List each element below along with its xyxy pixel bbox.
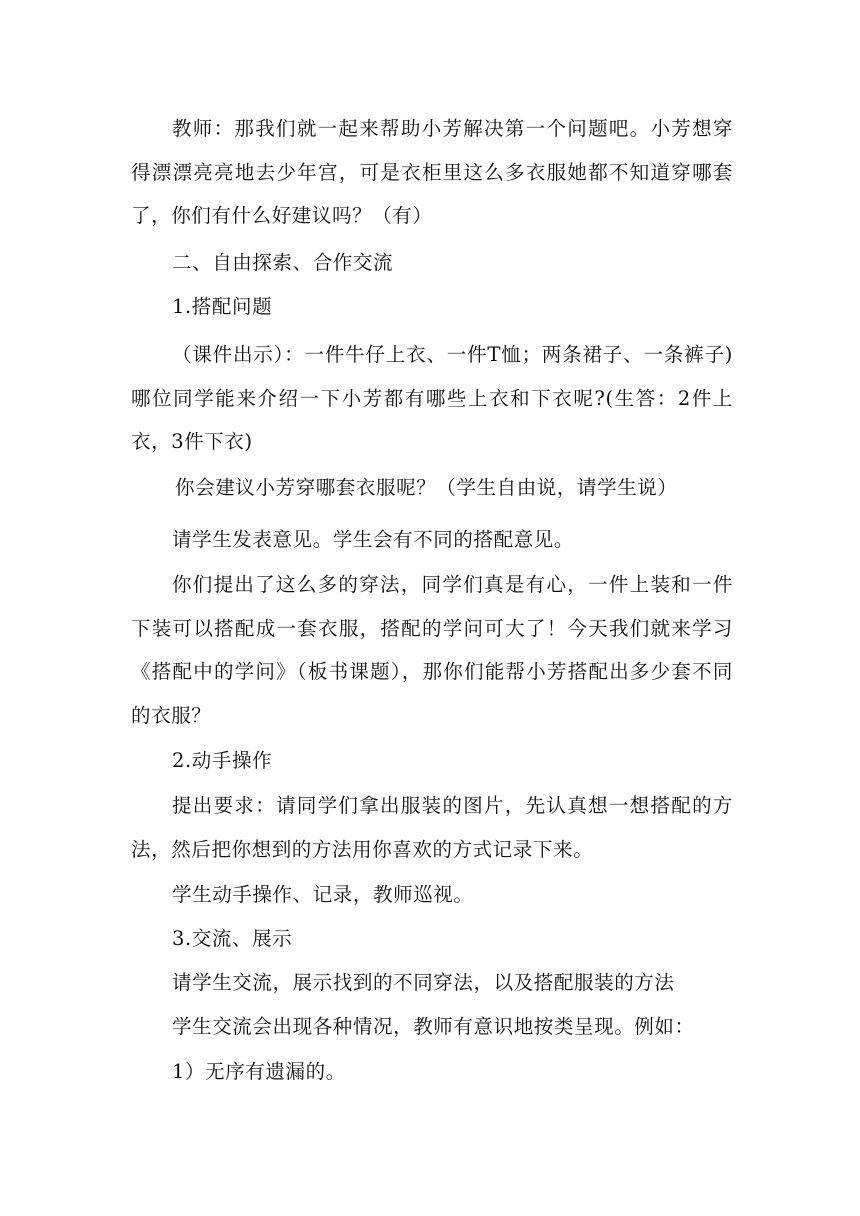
list-item-unordered-omission: 1）无序有遗漏的。 <box>172 1060 346 1083</box>
section-heading-explore: 二、自由探索、合作交流 <box>172 251 394 274</box>
paragraph-courseware-display: （课件出示）：一件牛仔上衣、一件T恤；两条裙子、一条裤子) 哪位同学能来介绍一下小芳都有哪些上衣和下衣呢?(生答：2件上衣，3件下衣) <box>131 343 733 453</box>
paragraph-teacher-intro: 教师：那我们就一起来帮助小芳解决第一个问题吧。小芳想穿得漂漂亮亮地去少年宫，可是衣柜里这么多衣服她都不知道穿哪套了，你们有什么好建议吗？（有） <box>131 117 733 227</box>
subheading-hands-on: 2.动手操作 <box>172 749 273 772</box>
subheading-exchange-display: 3.交流、展示 <box>172 927 293 950</box>
paragraph-teacher-presentation: 学生交流会出现各种情况，教师有意识地按类呈现。例如： <box>172 1015 695 1038</box>
subheading-matching-problem: 1.搭配问题 <box>172 295 273 318</box>
paragraph-student-exchange: 请学生交流，展示找到的不同穿法，以及搭配服装的方法 <box>172 971 675 994</box>
paragraph-student-activity: 学生动手操作、记录，教师巡视。 <box>172 883 474 906</box>
paragraph-suggestion-question: 你会建议小芳穿哪套衣服呢？（学生自由说，请学生说） <box>175 476 678 499</box>
paragraph-lesson-topic: 你们提出了这么多的穿法，同学们真是有心，一件上装和一件下装可以搭配成一套衣服，搭配的学问可大了！今天我们就来学习《搭配中的学问》（板书课题），那你们能帮小芳搭配出多少套不同的衣服？ <box>131 573 733 727</box>
paragraph-requirements: 提出要求：请同学们拿出服装的图片，先认真想一想搭配的方法，然后把你想到的方法用你喜欢的方式记录下来。 <box>131 794 733 861</box>
paragraph-student-opinions: 请学生发表意见。学生会有不同的搭配意见。 <box>172 528 575 551</box>
